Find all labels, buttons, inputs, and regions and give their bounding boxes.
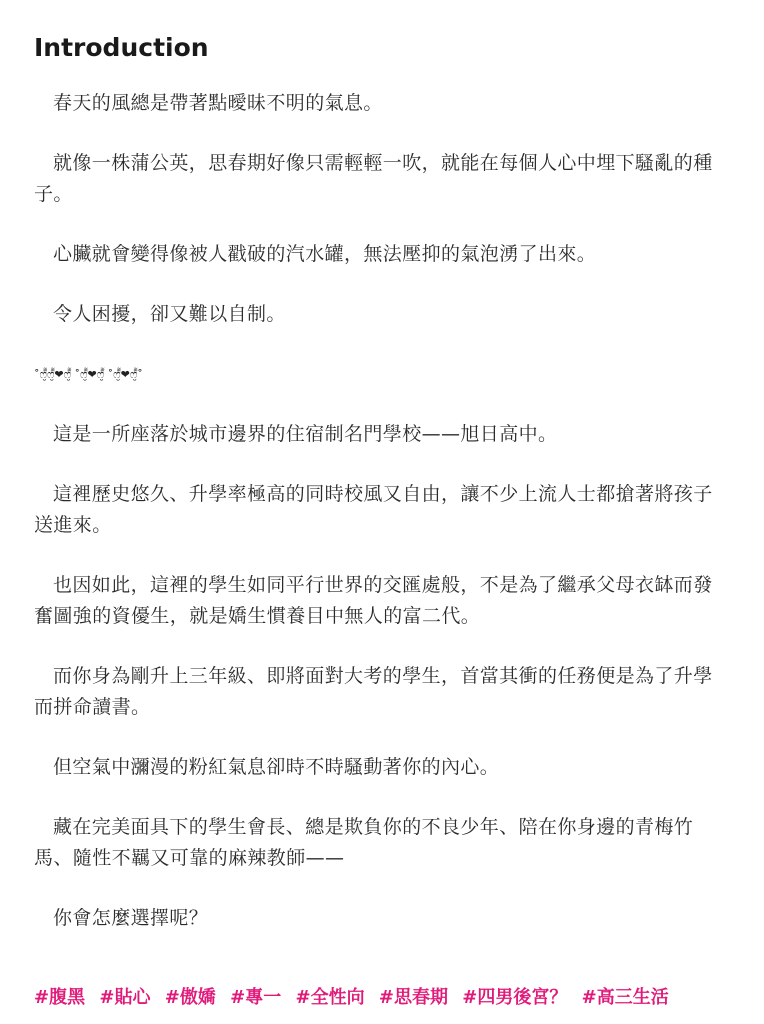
paragraph: 但空氣中瀰漫的粉紅氣息卻時不時騷動著你的內心。: [53, 756, 500, 778]
paragraph: 就像一株蒲公英，思春期好像只需輕輕一吹，就能在每個人心中埋下騷亂的種子。: [34, 152, 713, 205]
tag-link[interactable]: #思春期: [378, 987, 448, 1008]
paragraph: 你會怎麼選擇呢？: [53, 907, 209, 929]
page-title: Introduction: [34, 33, 209, 62]
paragraph: 令人困擾，卻又難以自制。: [53, 303, 286, 325]
paragraph: 這裡歷史悠久、升學率極高的同時校風又自由，讓不少上流人士都搶著將孩子送進來。: [34, 483, 713, 536]
tag-link[interactable]: #傲嬌: [164, 987, 216, 1008]
tag-list: [34, 985, 677, 1011]
tag-link[interactable]: #全性向: [295, 987, 365, 1008]
tag-link[interactable]: #腹黑: [34, 987, 86, 1008]
tag-link[interactable]: #高三生活: [581, 987, 669, 1008]
paragraph: 藏在完美面具下的學生會長、總是欺負你的不良少年、陪在你身邊的青梅竹馬、隨性不羈又可靠的麻辣教師——: [34, 816, 694, 869]
intro-body: [34, 88, 730, 934]
paragraph: 心臟就會變得像被人戳破的汽水罐，無法壓抑的氣泡湧了出來。: [53, 243, 597, 265]
tag-link[interactable]: #四男後宮？: [462, 987, 568, 1008]
paragraph: 而你身為剛升上三年級、即將面對大考的學生，首當其衝的任務便是為了升學而拼命讀書。: [34, 665, 713, 718]
paragraph: 春天的風總是帶著點曖昧不明的氣息。: [53, 92, 383, 114]
tag-link[interactable]: #貼心: [99, 987, 151, 1008]
heart-divider: ˚ෆ̮̮̃̃̃̃ෆ̮̮̃̃̃̃❤ෆ̮̮̃̃̃̃ ˚ෆ̮̮̃̃̃̃❤ෆ̮̮̃̃̃̃ ˚ෆ̮̮̃̃̃̃❤ෆ̮̮̃̃̃̃˚: [34, 368, 143, 381]
paragraph: 也因如此，這裡的學生如同平行世界的交匯處般，不是為了繼承父母衣缽而發奮圖強的資優生，就是嬌生慣養目中無人的富二代。: [34, 574, 713, 627]
tag-link[interactable]: #專一: [230, 987, 282, 1008]
paragraph: 這是一所座落於城市邊界的住宿制名門學校——旭日高中。: [53, 423, 558, 445]
